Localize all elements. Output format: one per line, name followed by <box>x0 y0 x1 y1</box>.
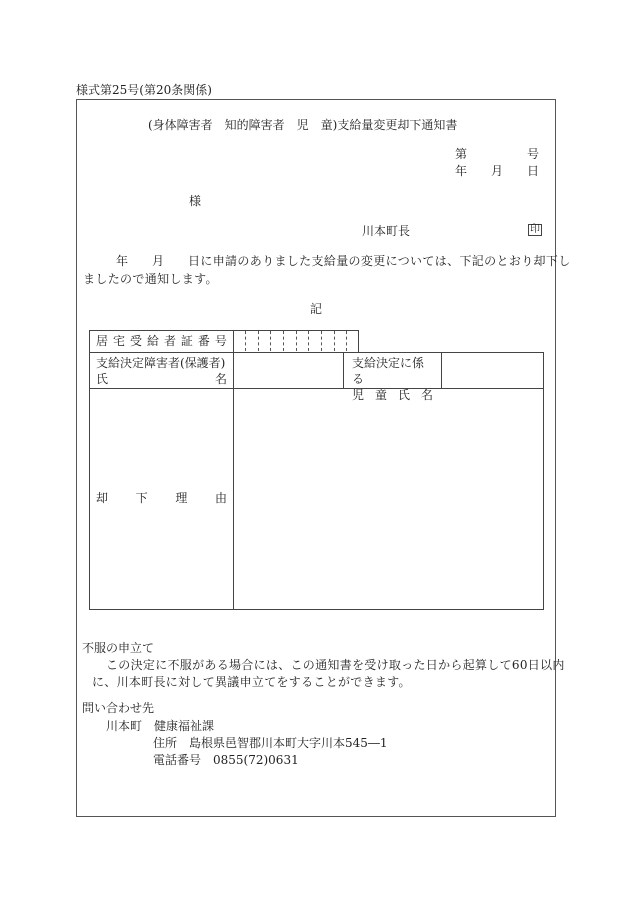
appeal-heading: 不服の申立て <box>82 641 155 655</box>
document-number <box>455 147 539 161</box>
applicant-label-line-1: 支給決定障害者(保護者) <box>96 356 226 370</box>
label-char: 氏 <box>397 388 410 402</box>
label-char: 由 <box>214 491 227 505</box>
reason-label-cell <box>89 388 234 610</box>
label-char: 宅 <box>112 334 125 348</box>
digit-divider <box>308 331 309 351</box>
child-name-field[interactable] <box>441 352 544 389</box>
body-year: 年 <box>116 254 129 268</box>
document-title: (身体障害者 知的障害者 児 童)支給量変更却下通知書 <box>148 118 458 132</box>
document-date <box>455 164 539 178</box>
date-year: 年 <box>455 164 468 178</box>
date-day: 日 <box>526 164 539 178</box>
date-month: 月 <box>490 164 503 178</box>
recipient-number-label-cell <box>89 330 234 353</box>
contact-heading: 問い合わせ先 <box>82 701 155 715</box>
body-line-2: ましたので通知します。 <box>83 272 218 286</box>
appeal-line-2: に、川本町長に対して異議申立てをすることができます。 <box>92 675 411 689</box>
child-label-line-1: 支給決定に係る <box>352 356 425 386</box>
applicant-label-cell <box>89 352 234 389</box>
digit-divider <box>296 331 297 351</box>
label-char: 下 <box>135 491 148 505</box>
body-month: 月 <box>152 254 165 268</box>
digit-divider <box>270 331 271 351</box>
label-char: 名 <box>214 372 227 386</box>
contact-org: 川本町 健康福祉課 <box>106 719 215 733</box>
label-char: 童 <box>374 388 387 402</box>
label-char: 給 <box>146 334 159 348</box>
label-char: 氏 <box>96 372 109 386</box>
digit-divider <box>321 331 322 351</box>
label-char: 却 <box>96 491 109 505</box>
applicant-name-field[interactable] <box>233 352 344 389</box>
reason-field[interactable] <box>233 388 544 610</box>
label-char: 名 <box>420 388 433 402</box>
label-char: 受 <box>129 334 142 348</box>
digit-divider <box>283 331 284 351</box>
label-char: 理 <box>175 491 188 505</box>
digit-divider <box>258 331 259 351</box>
body-line-1: 日に申請のありました支給量の変更については、下記のとおり却下し <box>188 254 571 268</box>
label-char: 号 <box>214 334 227 348</box>
contact-phone: 電話番号 0855(72)0631 <box>153 753 299 767</box>
issuer: 川本町長 <box>362 224 411 238</box>
seal-mark: 印 <box>530 224 540 235</box>
label-char: 居 <box>96 334 109 348</box>
form-number: 様式第25号(第20条関係) <box>76 83 212 97</box>
doc-number-prefix: 第 <box>455 147 468 161</box>
label-char: 児 <box>352 388 365 402</box>
label-char: 番 <box>197 334 210 348</box>
label-char: 者 <box>163 334 176 348</box>
applicant-label-line-2 <box>96 371 227 387</box>
doc-number-suffix: 号 <box>526 147 539 161</box>
digit-divider <box>245 331 246 351</box>
addressee-suffix: 様 <box>189 194 202 208</box>
appeal-line-1: この決定に不服がある場合には、この通知書を受け取った日から起算して60日以内 <box>106 658 565 672</box>
ki-heading: 記 <box>310 302 323 316</box>
digit-divider <box>346 331 347 351</box>
child-label-cell <box>343 352 442 402</box>
label-char: 証 <box>180 334 193 348</box>
contact-address: 住所 島根県邑智郡川本町大字川本545―1 <box>153 736 388 750</box>
digit-divider <box>334 331 335 351</box>
